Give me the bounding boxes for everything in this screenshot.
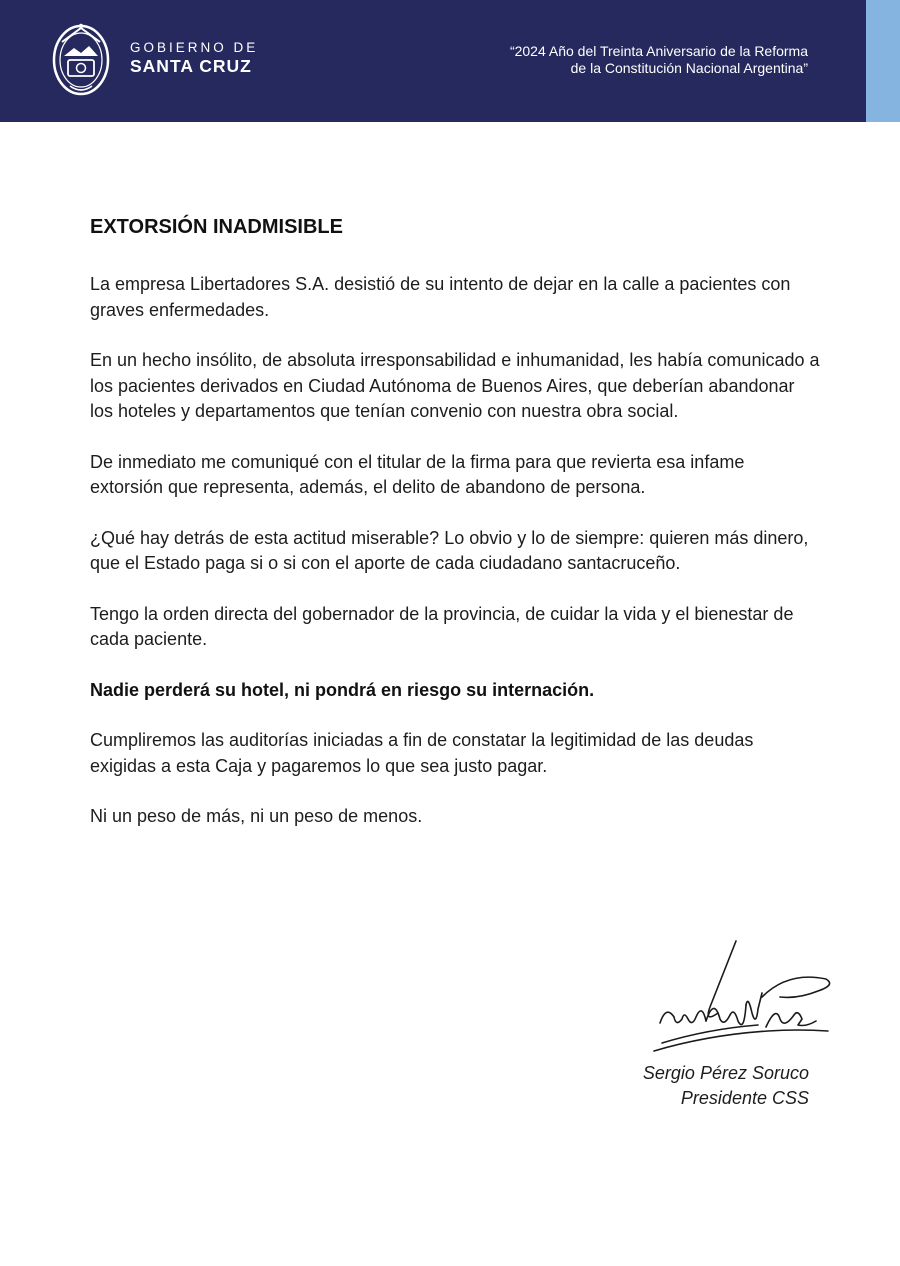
letterhead-banner [0,0,866,122]
signer-role: Presidente CSS [680,1088,809,1108]
signer-name: Sergio Pérez Soruco [642,1063,809,1083]
motto-line-2: de la Constitución Nacional Argentina” [570,60,808,76]
paragraph-8: Ni un peso de más, ni un peso de menos. [90,806,423,826]
motto-line-1: “2024 Año del Treinta Aniversario de la Reforma [509,43,808,59]
provincial-coat-of-arms-icon [48,20,114,98]
brand-line-2: SANTA CRUZ [130,55,252,76]
paragraph-4: ¿Qué hay detrás de esta actitud miserable? Lo obvio y lo de siempre: quieren más dinero, que el Estado paga si o si con el aporte de cada ciudadano santacruceño. [90,527,809,573]
government-brand [130,41,258,75]
letter-body [90,214,820,855]
header-accent-bar [866,0,900,122]
letter-title: EXTORSIÓN INADMISIBLE [90,216,343,238]
paragraph-5: Tengo la orden directa del gobernador de la provincia, de cuidar la vida y el bienestar de cada paciente. [90,603,794,649]
year-motto [388,43,808,77]
paragraph-7: Cumpliremos las auditorías iniciadas a fin de constatar la legitimidad de las deudas exigidas a esta Caja y pagaremos lo que sea justo pagar. [90,730,754,776]
brand-line-1: GOBIERNO DE [130,40,259,55]
paragraph-2: En un hecho insólito, de absoluta irresponsabilidad e inhumanidad, les había comunicado a los pacientes derivados en Ciudad Autónoma de Buenos Aires, que deberían abandonar los hoteles y departamentos que tenían convenio con nuestra obra social. [90,350,820,421]
paragraph-3: De inmediato me comuniqué con el titular de la firma para que revierta esa infame extorsión que representa, además, el delito de abandono de persona. [90,451,745,497]
handwritten-signature [648,935,838,1065]
signer-block [509,1061,809,1111]
paragraph-6-emphasis: Nadie perderá su hotel, ni pondrá en riesgo su internación. [90,679,595,700]
paragraph-1: La empresa Libertadores S.A. desistió de su intento de dejar en la calle a pacientes con graves enfermedades. [90,274,791,320]
